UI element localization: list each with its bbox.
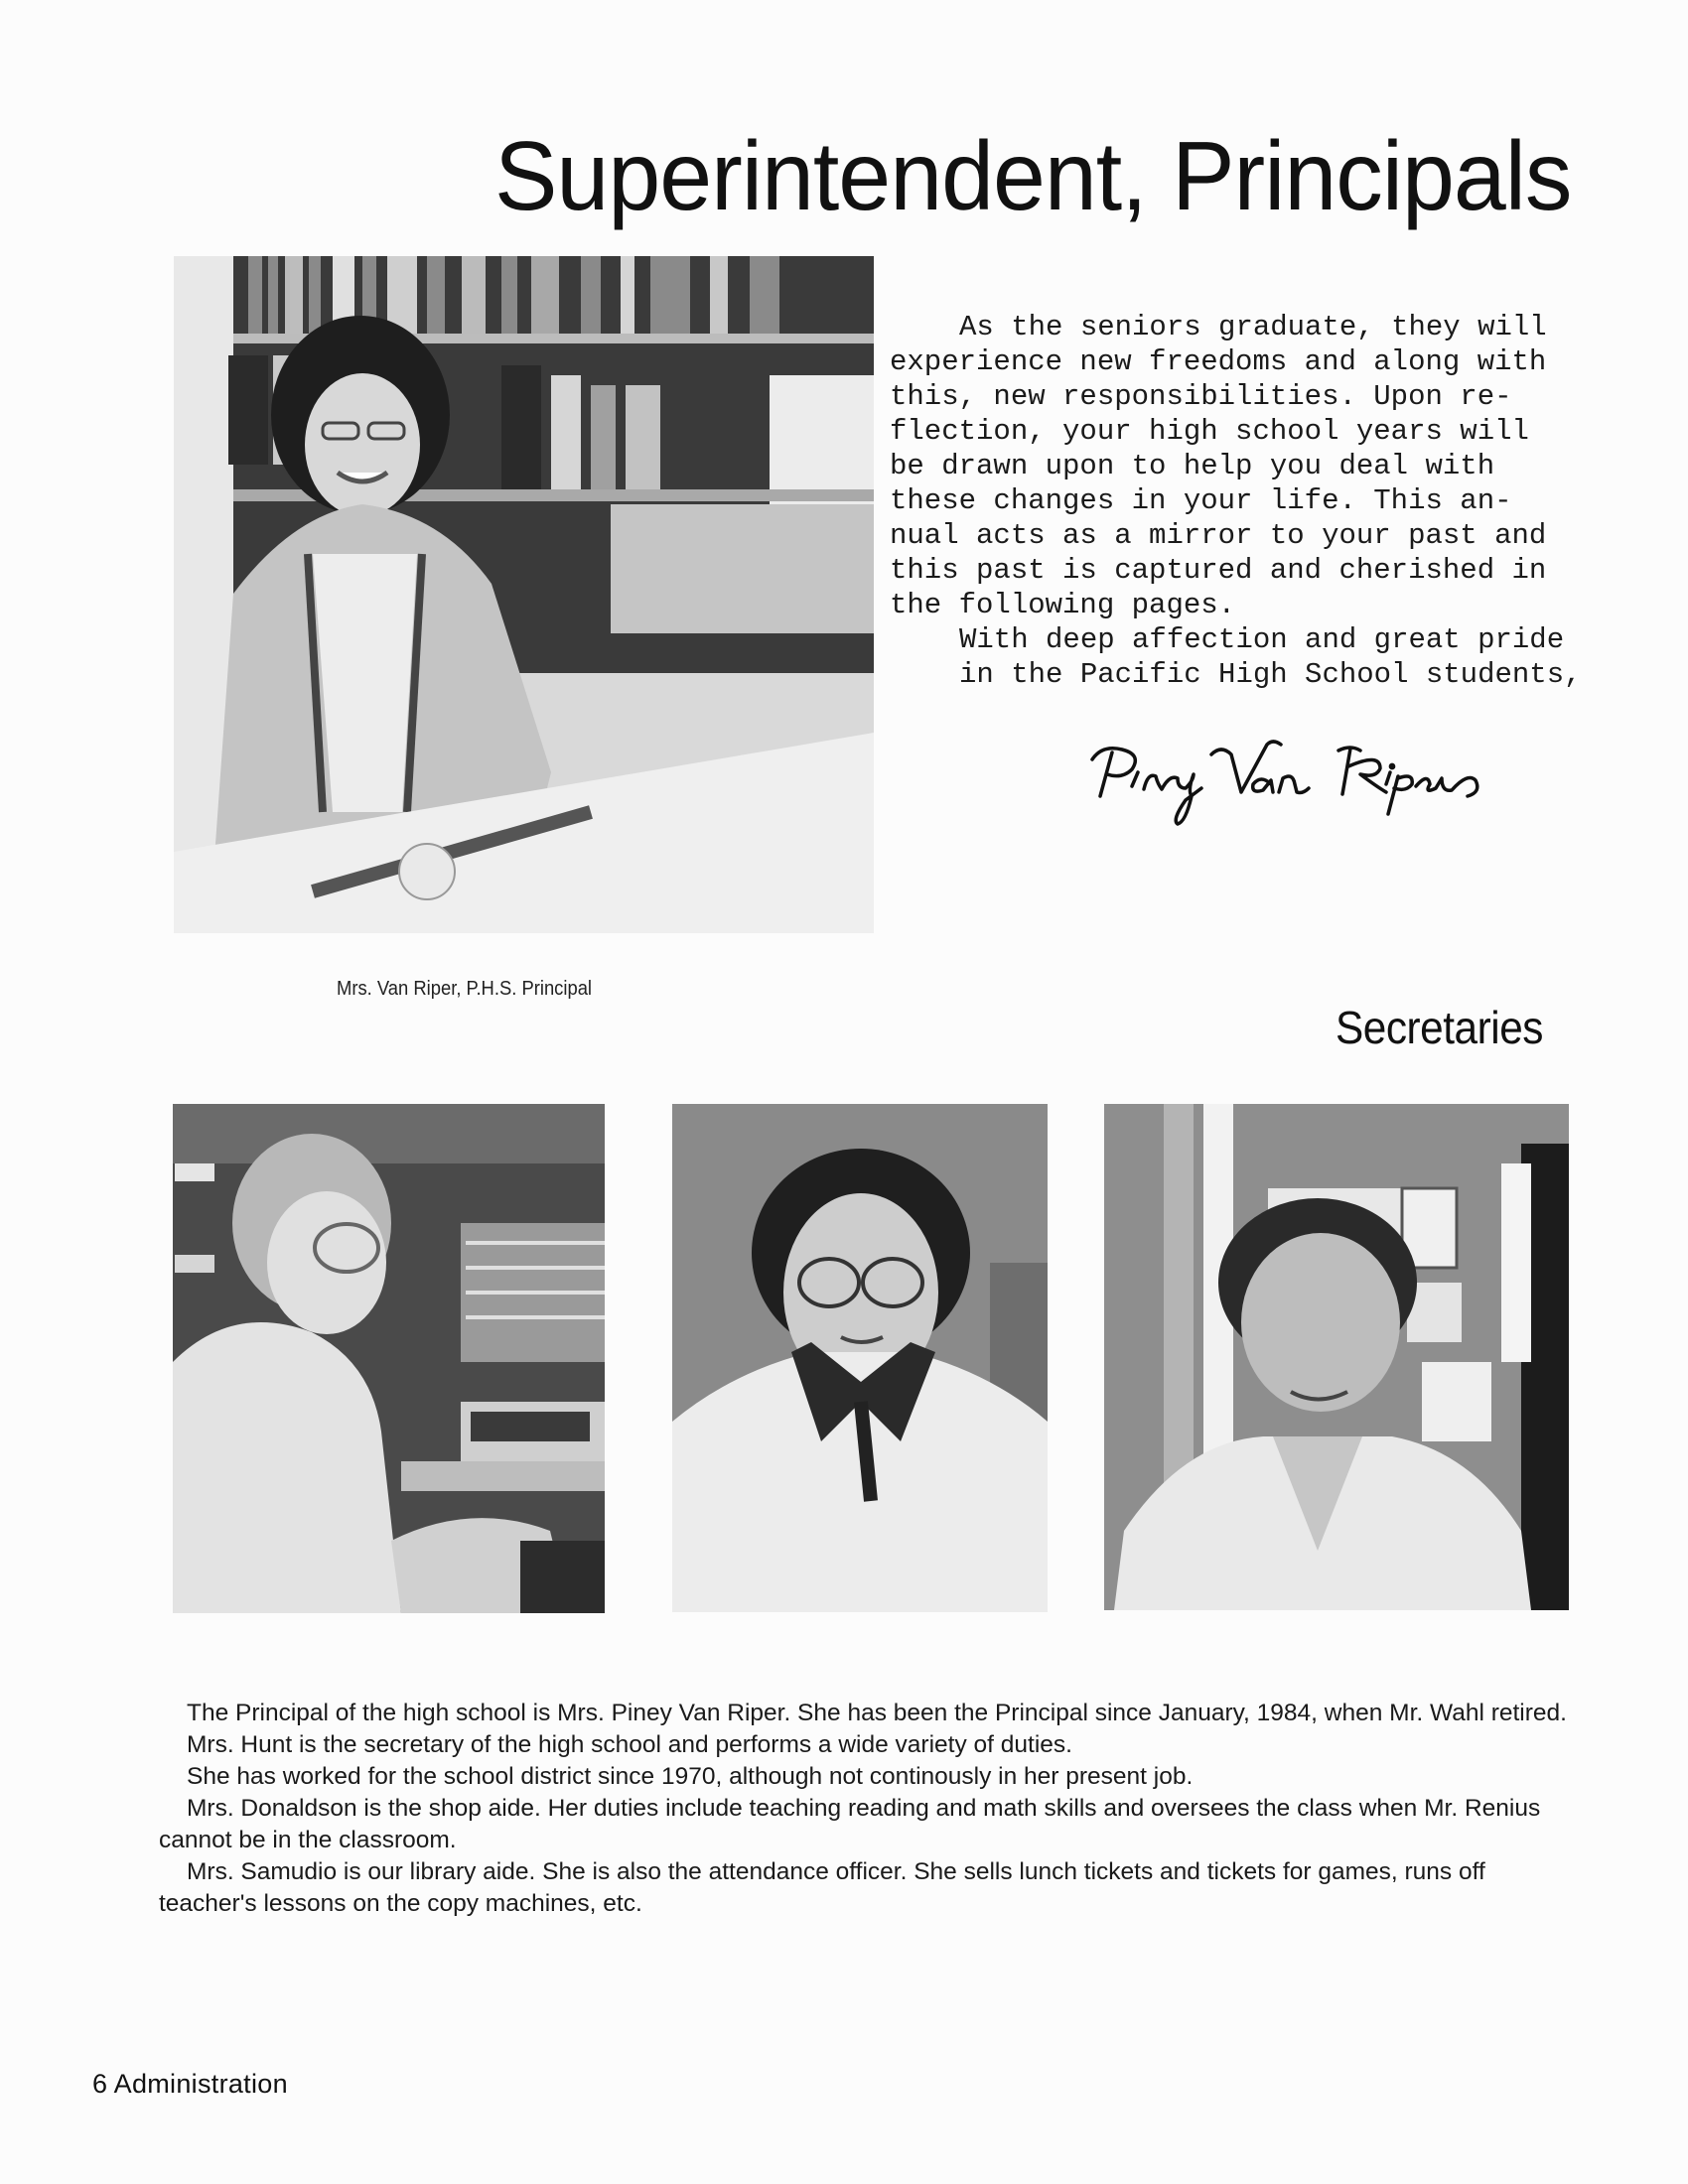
letter-line: the following pages. [890,589,1236,621]
principal-photo-image [174,256,874,933]
letter-line: flection, your high school years will [890,415,1529,448]
body-paragraph: Mrs. Samudio is our library aide. She is also the attendance officer. She sells lunch tickets and tickets for games, runs off teacher's lessons on the copy machines, etc. [159,1858,1485,1917]
letter-line: these changes in your life. This an- [890,484,1512,517]
letter-line: As the seniors graduate, they will [959,311,1547,343]
page-number: 6 [92,2069,108,2099]
secretary-photo-1-image [173,1104,605,1613]
secretary-photo-3-image [1104,1104,1569,1610]
letter-line: nual acts as a mirror to your past and [890,519,1547,552]
secretary-photo-3 [1104,1104,1569,1610]
body-text [159,1698,1579,1920]
secretary-photo-2 [672,1104,1048,1612]
body-paragraph: Mrs. Donaldson is the shop aide. Her duties include teaching reading and math skills and oversees the class when Mr. Renius cannot be in the classroom. [159,1795,1541,1853]
secretary-photo-2-image [672,1104,1048,1612]
section-heading: Secretaries [1336,1002,1543,1053]
letter-closing-line: With deep affection and great pride [959,623,1565,656]
principal-photo [174,256,874,933]
footer-section-name: Administration [113,2069,288,2099]
secretary-photo-1 [173,1104,605,1613]
body-paragraph: She has worked for the school district since 1970, although not continously in her present job. [187,1763,1194,1790]
page-footer [92,2069,288,2100]
letter-line: experience new freedoms and along with [890,345,1547,378]
body-paragraph: Mrs. Hunt is the secretary of the high school and performs a wide variety of duties. [187,1731,1072,1758]
body-paragraph: The Principal of the high school is Mrs. Piney Van Riper. She has been the Principal since January, 1984, when Mr. Wahl retired. [187,1700,1567,1726]
letter-line: this past is captured and cherished in [890,554,1547,587]
letter-closing-line: in the Pacific High School students, [959,658,1582,691]
letter-line: this, new responsibilities. Upon re- [890,380,1512,413]
page-title: Superintendent, Principals [494,121,1572,230]
principal-photo-caption: Mrs. Van Riper, P.H.S. Principal [337,978,593,1000]
principal-letter [890,310,1585,692]
signature [1082,715,1559,834]
signature-handwriting [1082,715,1559,834]
letter-line: be drawn upon to help you deal with [890,450,1495,482]
